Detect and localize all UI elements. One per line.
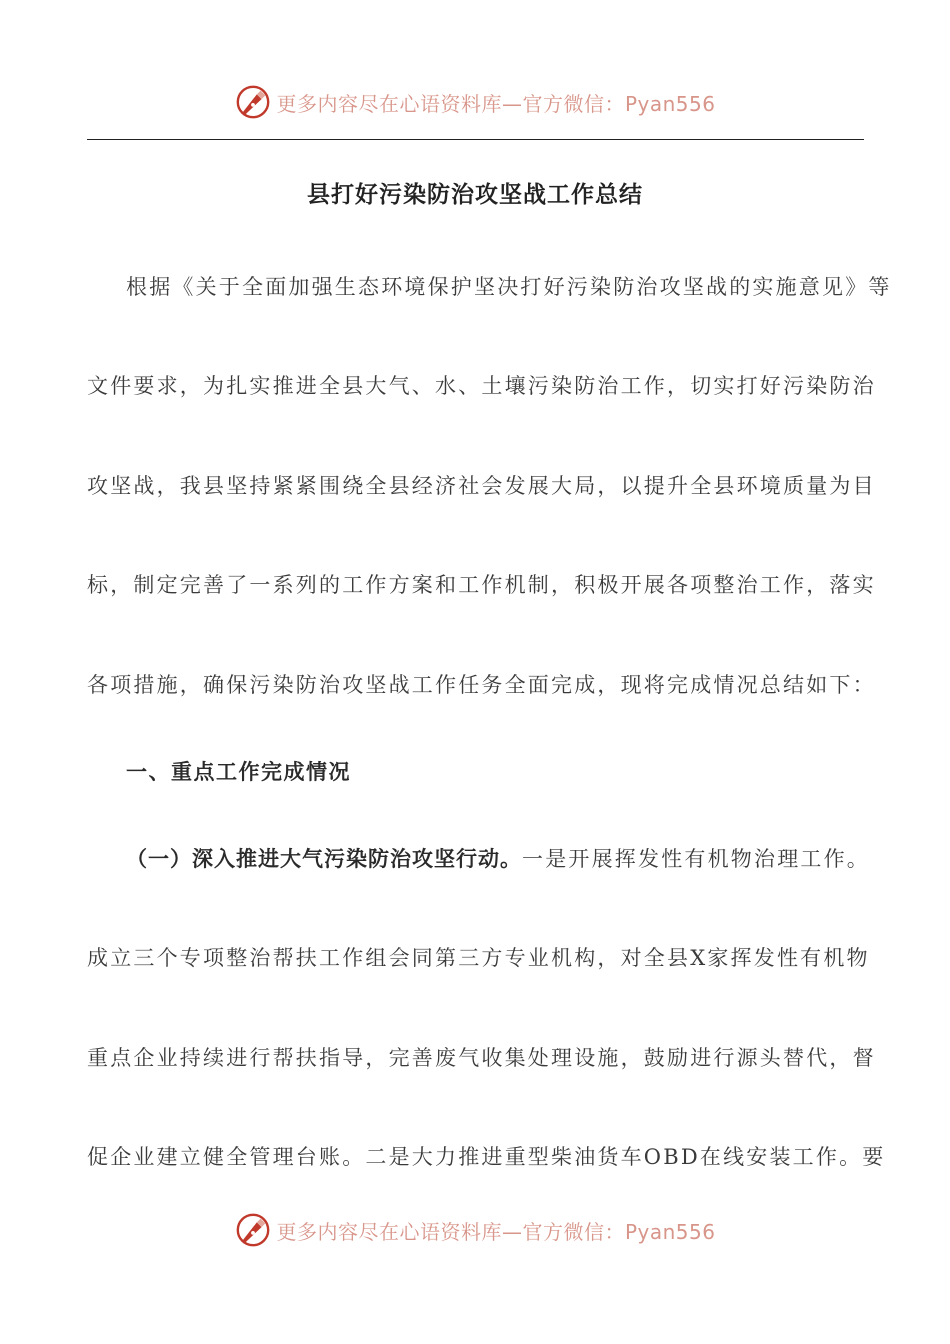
subsection-heading: （一）深入推进大气污染防治攻坚行动。 <box>126 847 522 871</box>
paragraph-line: 文件要求，为扎实推进全县大气、水、土壤污染防治工作，切实打好污染防治 <box>87 374 876 398</box>
paragraph-line: 促企业建立健全管理台账。二是大力推进重型柴油货车OBD在线安装工作。要 <box>87 1145 886 1169</box>
paragraph-line: 成立三个专项整治帮扶工作组会同第三方专业机构，对全县X家挥发性有机物 <box>87 946 870 970</box>
watermark-banner-bottom <box>0 1206 950 1254</box>
paragraph-line: 根据《关于全面加强生态环境保护坚决打好污染防治攻坚战的实施意见》等 <box>126 275 892 299</box>
pen-nib-logo-icon <box>234 1211 272 1249</box>
watermark-text: 更多内容尽在心语资料库—官方微信：Pyan556 <box>276 1219 716 1244</box>
watermark-text: 更多内容尽在心语资料库—官方微信：Pyan556 <box>276 91 716 116</box>
paragraph-text: 一是开展挥发性有机物治理工作。 <box>522 847 870 871</box>
document-title: 县打好污染防治攻坚战工作总结 <box>307 182 643 208</box>
section-heading: 一、重点工作完成情况 <box>126 760 351 784</box>
watermark-banner-top <box>0 78 950 126</box>
paragraph-line: 攻坚战，我县坚持紧紧围绕全县经济社会发展大局，以提升全县环境质量为目 <box>87 474 876 498</box>
paragraph-line: 重点企业持续进行帮扶指导，完善废气收集处理设施，鼓励进行源头替代，督 <box>87 1046 876 1070</box>
paragraph-line: 各项措施，确保污染防治攻坚战工作任务全面完成，现将完成情况总结如下： <box>87 673 876 697</box>
header-divider <box>87 139 864 140</box>
pen-nib-logo-icon <box>234 83 272 121</box>
paragraph-line: 标，制定完善了一系列的工作方案和工作机制，积极开展各项整治工作，落实 <box>87 573 876 597</box>
paragraph-line <box>126 844 870 874</box>
